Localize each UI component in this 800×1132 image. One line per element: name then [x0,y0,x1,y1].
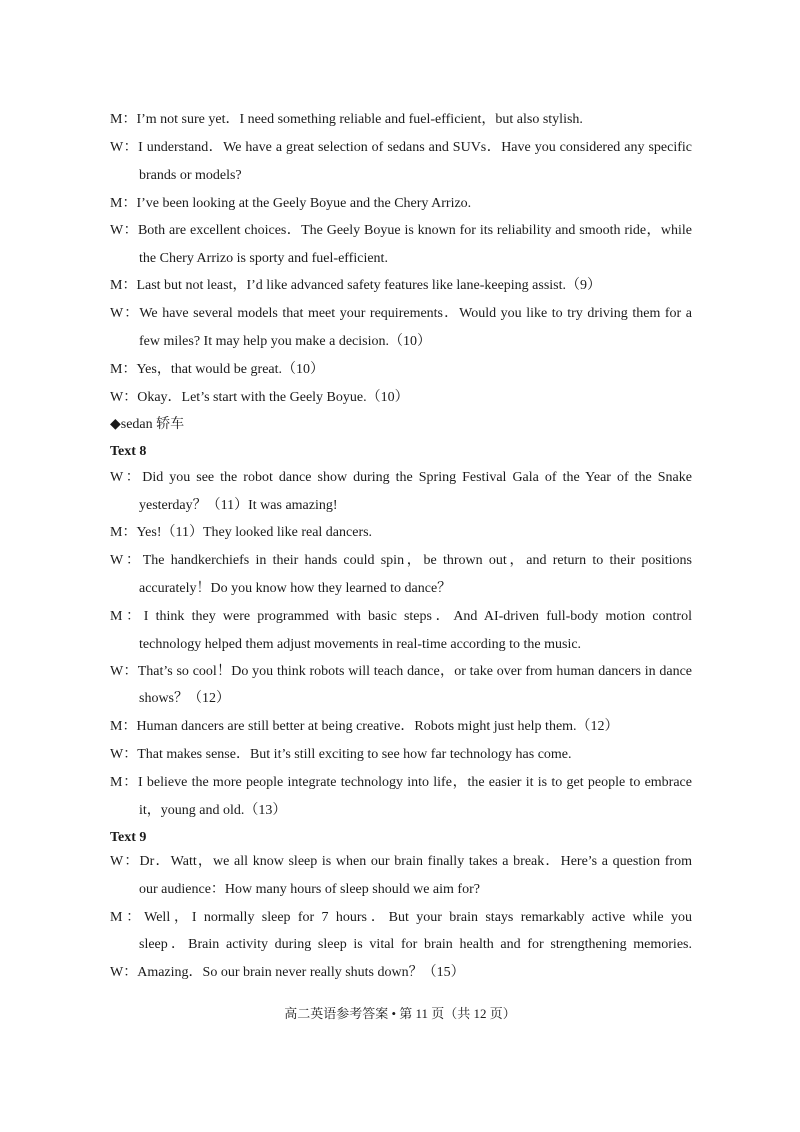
dialogue-line-continuation: the Chery Arrizo is sporty and fuel-efficient. [139,251,388,266]
dialogue-line: M：I’ve been looking at the Geely Boyue and the Chery Arrizo. [110,196,472,211]
dialogue-line: W：Both are excellent choices．The Geely Boyue is known for its reliability and smooth ride，while [110,223,692,238]
section-heading-text-8: Text 8 [110,444,147,459]
dialogue-line: M：Yes!（11）They looked like real dancers. [110,525,373,540]
section-heading-text-9: Text 9 [110,830,147,845]
dialogue-line-continuation: accurately！Do you know how they learned to dance？ [139,581,452,596]
dialogue-line: M：I’m not sure yet．I need something reliable and fuel-efficient，but also stylish. [110,112,583,127]
dialogue-line: W：That’s so cool！Do you think robots will teach dance，or take over from human dancers in dance [110,664,692,679]
dialogue-line: W：That makes sense．But it’s still exciting to see how far technology has come. [110,747,572,762]
dialogue-line-continuation: sleep．Brain activity during sleep is vital for brain health and for strengthening memories. [139,937,692,952]
dialogue-line: M：Yes，that would be great.（10） [110,362,325,377]
vocabulary-note: ◆sedan 轿车 [110,417,185,432]
dialogue-line-continuation: shows？（12） [139,691,231,706]
dialogue-line-continuation: brands or models? [139,168,242,183]
dialogue-line-continuation: yesterday？（11）It was amazing! [139,498,338,513]
dialogue-line: W：We have several models that meet your requirements．Would you like to try driving them for a [110,306,692,321]
dialogue-line-continuation: technology helped them adjust movements in real-time according to the music. [139,637,582,652]
dialogue-line: M：Human dancers are still better at being creative．Robots might just help them.（12） [110,719,619,734]
dialogue-line-continuation: our audience：How many hours of sleep should we aim for? [139,882,480,897]
dialogue-line: M：I believe the more people integrate technology into life，the easier it is to get people to embrace [110,775,692,790]
dialogue-line: W：Dr．Watt，we all know sleep is when our brain finally takes a break．Here’s a question from [110,854,692,869]
dialogue-line: M：Well，I normally sleep for 7 hours．But your brain stays remarkably active while you [110,910,692,925]
dialogue-line-continuation: few miles? It may help you make a decision.（10） [139,334,431,349]
dialogue-line-continuation: it，young and old.（13） [139,803,287,818]
dialogue-line: W：Okay．Let’s start with the Geely Boyue.（10） [110,390,409,405]
dialogue-line: W：Did you see the robot dance show during the Spring Festival Gala of the Year of the Snake [110,470,692,485]
dialogue-line: M：Last but not least，I’d like advanced safety features like lane-keeping assist.（9） [110,278,602,293]
dialogue-line: M：I think they were programmed with basic steps．And AI-driven full-body motion control [110,609,692,624]
dialogue-line: W：I understand．We have a great selection of sedans and SUVs．Have you considered any specific [110,140,692,155]
dialogue-line: W：Amazing．So our brain never really shuts down？（15） [110,965,465,980]
dialogue-line: W：The handkerchiefs in their hands could spin，be thrown out，and return to their positions [110,553,692,568]
page-footer: 高二英语参考答案 • 第 11 页（共 12 页） [284,1006,516,1021]
